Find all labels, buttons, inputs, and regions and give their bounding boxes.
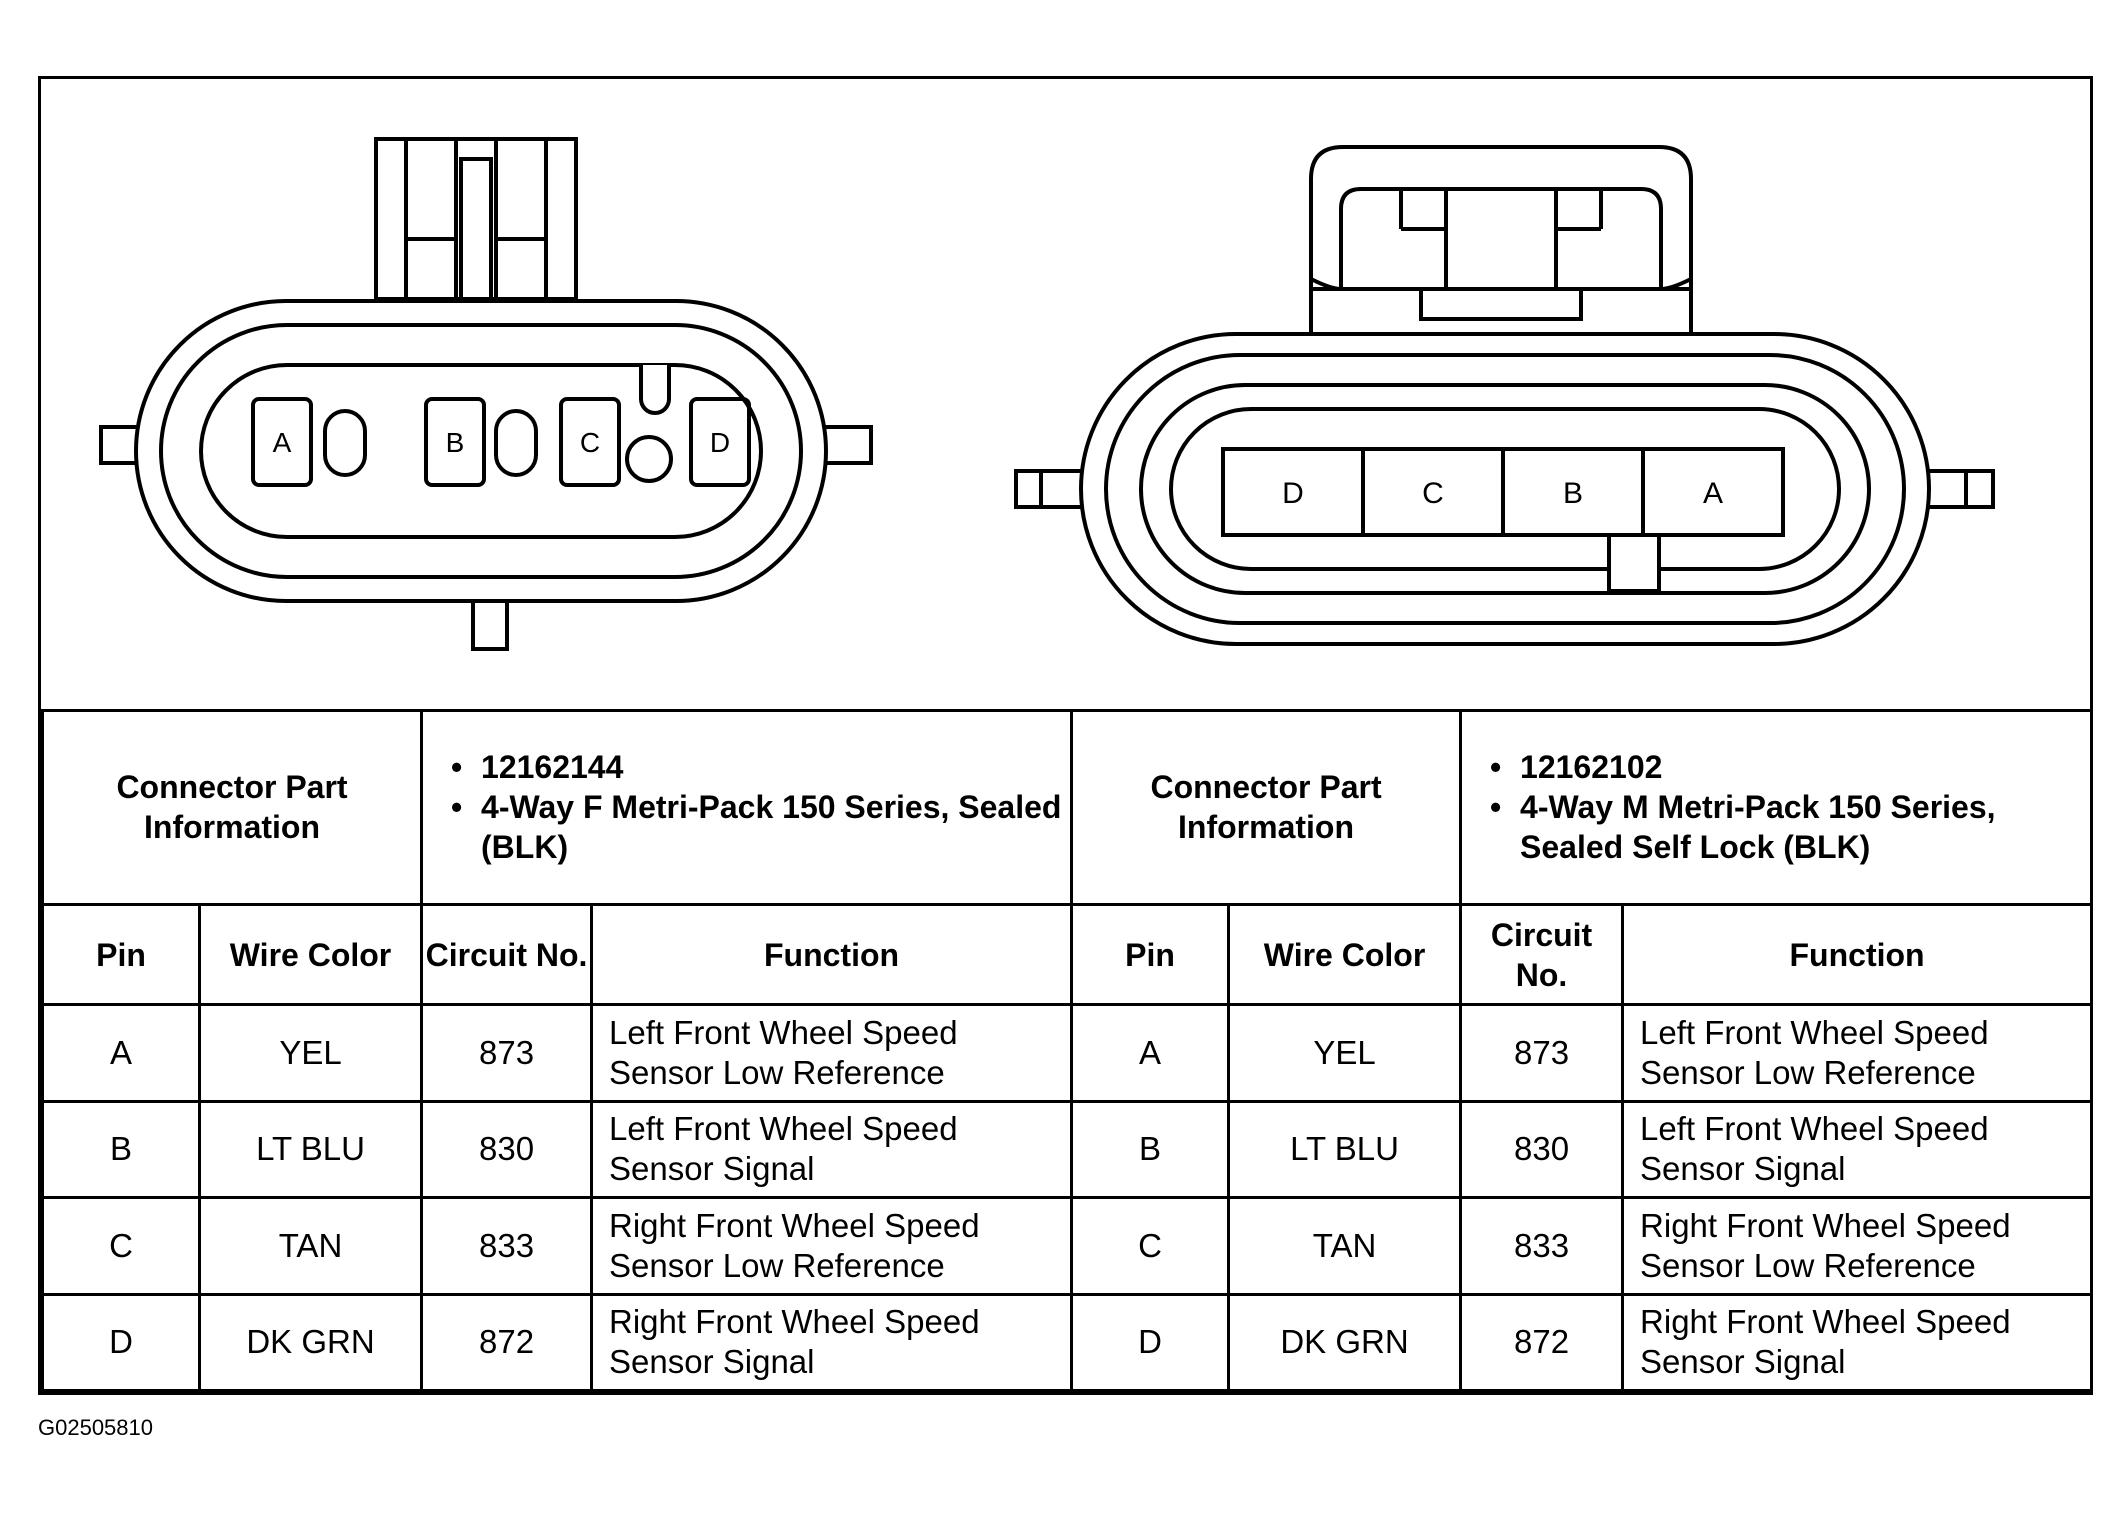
right-circuit-cell: 872 [1461,1294,1623,1390]
right-function-cell: Left Front Wheel Speed Sensor Signal [1623,1101,2092,1197]
left-function-header: Function [592,904,1072,1004]
connector-drawings [41,79,2090,709]
right-pin-cell: B [1072,1101,1229,1197]
left-wire-color-cell: YEL [200,1005,422,1101]
right-pin-cell: A [1072,1005,1229,1101]
left-pin-cell: C [43,1198,200,1294]
left-wire-color-header: Wire Color [200,904,422,1004]
right-pin-cell: D [1072,1294,1229,1390]
right-function-header: Function [1623,904,2092,1004]
connector-pinout-table [41,709,2093,1392]
right-wire-color-cell: LT BLU [1229,1101,1461,1197]
left-circuit-cell: 830 [422,1101,592,1197]
right-part-description: • 4-Way M Metri-Pack 150 Series, Sealed Self Lock (BLK) [1490,787,2090,867]
table-row [43,1294,2092,1390]
right-part-info-label: Connector Part Information [1150,769,1382,846]
left-cavity-a-label: A [272,427,292,458]
left-part-info-label-cell [43,711,422,905]
right-cavity-b-label: B [1562,477,1584,510]
right-circuit-cell: 833 [1461,1198,1623,1294]
left-wire-color-cell: DK GRN [200,1294,422,1390]
left-wire-color-cell: TAN [200,1198,422,1294]
right-pin-header: Pin [1072,904,1229,1004]
right-connector-drawing [1016,147,1993,644]
right-function-cell: Right Front Wheel Speed Sensor Low Reference [1623,1198,2092,1294]
connector-drawings-svg [41,79,2090,709]
left-function-cell: Left Front Wheel Speed Sensor Low Reference [592,1005,1072,1101]
right-pin-cell: C [1072,1198,1229,1294]
right-wire-color-header: Wire Color [1229,904,1461,1004]
left-wire-color-cell: LT BLU [200,1101,422,1197]
right-circuit-header: Circuit No. [1461,904,1623,1004]
left-part-info-list [423,747,1070,867]
left-function-cell: Right Front Wheel Speed Sensor Signal [592,1294,1072,1390]
left-pin-cell: D [43,1294,200,1390]
left-circuit-cell: 872 [422,1294,592,1390]
left-part-info-label: Connector Part Information [116,769,348,846]
right-wire-color-cell: TAN [1229,1198,1461,1294]
left-pin-cell: A [43,1005,200,1101]
right-circuit-cell: 873 [1461,1005,1623,1101]
table-row [43,1101,2092,1197]
left-part-info-cell [422,711,1072,905]
column-header-row [43,904,2092,1004]
diagram-frame [38,76,2093,1395]
left-circuit-cell: 873 [422,1005,592,1101]
left-cavity-c-label: C [579,427,601,458]
left-part-description: • 4-Way F Metri-Pack 150 Series, Sealed (BLK) [451,787,1070,867]
table-row [43,1198,2092,1294]
left-function-cell: Right Front Wheel Speed Sensor Low Reference [592,1198,1072,1294]
right-cavity-a-label: A [1702,477,1724,510]
table-row [43,1005,2092,1101]
left-circuit-cell: 833 [422,1198,592,1294]
right-part-info-label-cell [1072,711,1461,905]
right-part-info-list [1462,747,2090,867]
figure-code: G02505810 [38,1415,153,1440]
right-wire-color-cell: YEL [1229,1005,1461,1101]
right-cavity-c-label: C [1422,477,1444,510]
left-pin-header: Pin [43,904,200,1004]
left-pin-cell: B [43,1101,200,1197]
left-cavity-d-label: D [709,427,731,458]
right-circuit-cell: 830 [1461,1101,1623,1197]
left-part-number: • 12162144 [451,747,1070,787]
left-circuit-header: Circuit No. [422,904,592,1004]
right-function-cell: Right Front Wheel Speed Sensor Signal [1623,1294,2092,1390]
right-part-number: • 12162102 [1490,747,2090,787]
right-cavity-d-label: D [1282,477,1304,510]
right-function-cell: Left Front Wheel Speed Sensor Low Reference [1623,1005,2092,1101]
right-part-info-cell [1461,711,2092,905]
right-wire-color-cell: DK GRN [1229,1294,1461,1390]
left-cavity-b-label: B [445,427,465,458]
left-connector-drawing [101,139,871,649]
left-function-cell: Left Front Wheel Speed Sensor Signal [592,1101,1072,1197]
connector-info-row [43,711,2092,905]
